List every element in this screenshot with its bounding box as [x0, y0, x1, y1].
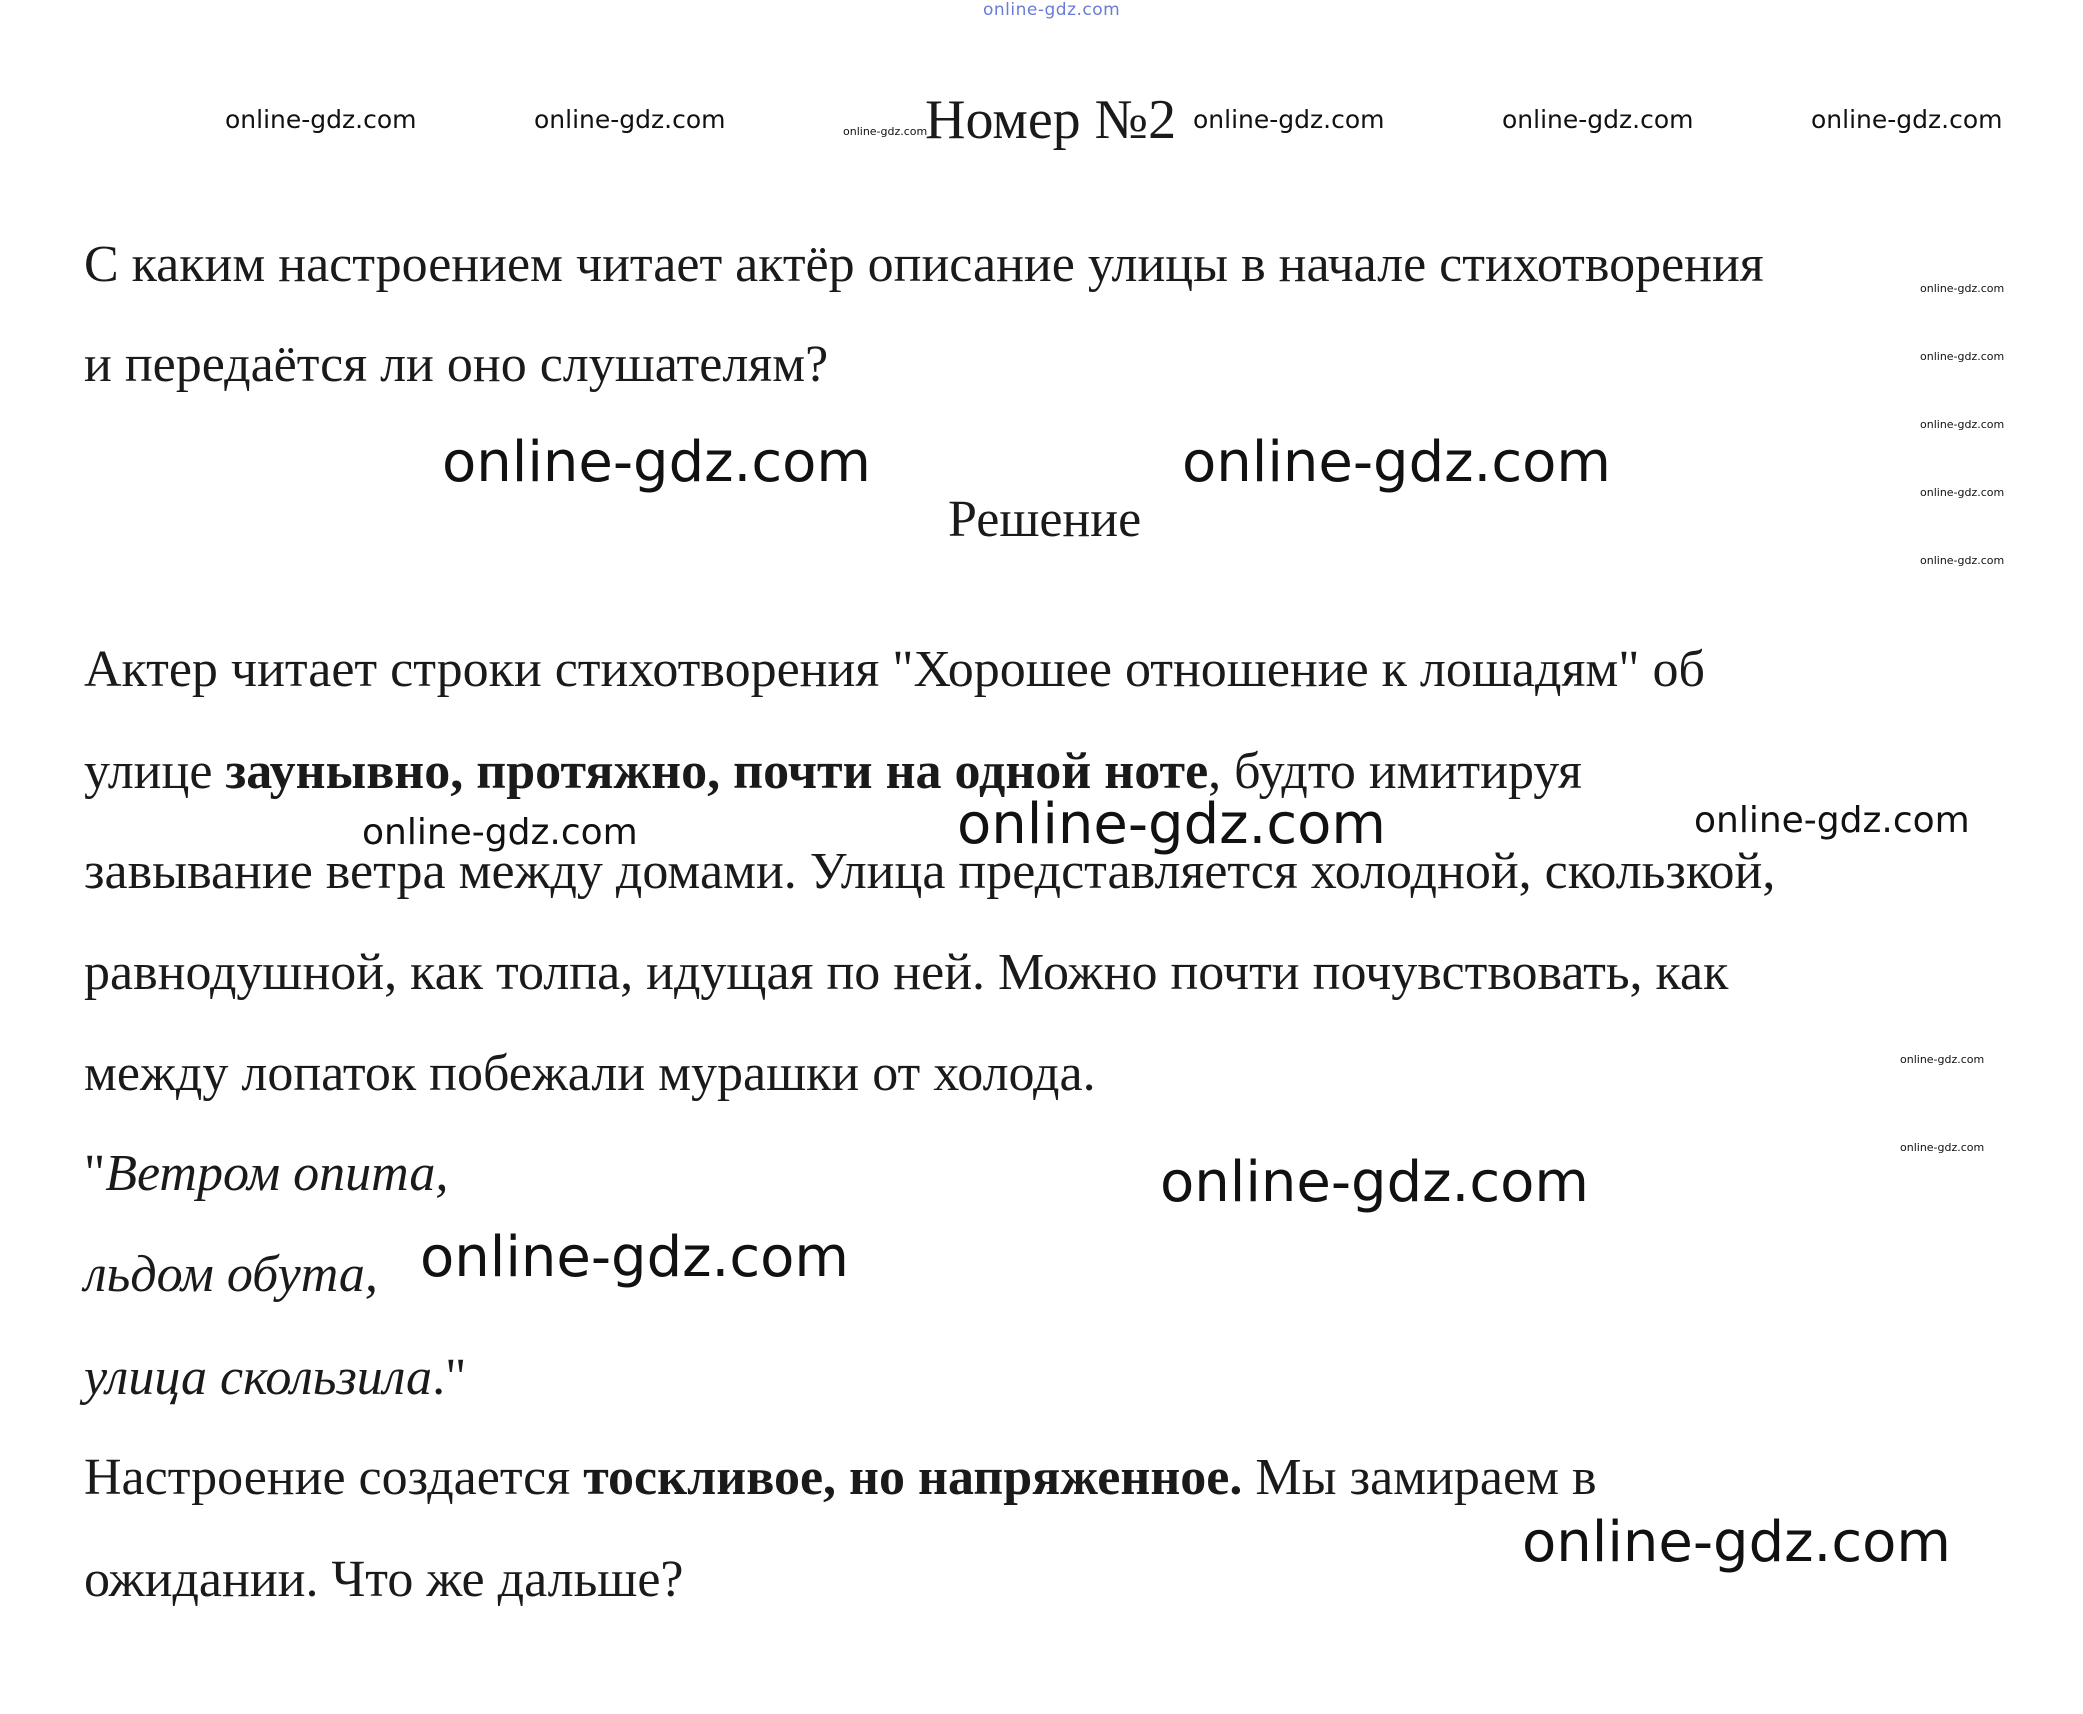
question-line-2: и передаётся ли оно слушателям? — [84, 336, 829, 393]
watermark-mid-1: online-gdz.com — [362, 812, 638, 853]
watermark-side-3: online-gdz.com — [1920, 418, 2005, 431]
watermark-header-3: online-gdz.com — [1193, 105, 1385, 134]
watermark-bottom: online-gdz.com — [1522, 1510, 1951, 1575]
answer-line-2-end: , будто имитируя — [1208, 743, 1582, 800]
answer-line-3: завывание ветра между домами. Улица представляется холодной, скользкой, — [84, 843, 1776, 900]
watermark-side-1: online-gdz.com — [1920, 282, 2005, 295]
watermark-header-small: online-gdz.com — [843, 125, 928, 138]
watermark-header-1: online-gdz.com — [225, 105, 417, 134]
watermark-mid-3: online-gdz.com — [1694, 800, 1970, 841]
answer-p2-end: Мы замираем в — [1242, 1449, 1597, 1506]
answer-p2-start: Настроение создается — [84, 1449, 584, 1506]
answer-line-2-start: улице — [84, 743, 226, 800]
question-line-1: С каким настроением читает актёр описание улицы в начале стихотворения — [84, 236, 1764, 293]
watermark-quote-1: online-gdz.com — [1160, 1150, 1589, 1215]
answer-p2-bold: тоскливое, но напряженное. — [583, 1449, 1243, 1506]
answer-line-1: Актер читает строки стихотворения "Хорошее отношение к лошадям" об — [84, 641, 1705, 698]
quote-open-mark: " — [84, 1145, 106, 1202]
watermark-header-2: online-gdz.com — [534, 105, 726, 134]
answer-line-5: между лопаток побежали мурашки от холода. — [84, 1045, 1096, 1102]
answer-p2-line-2: ожидании. Что же дальше? — [84, 1551, 684, 1608]
answer-p2-line-1 — [84, 1448, 1597, 1508]
quote-line-1 — [84, 1144, 448, 1204]
watermark-side-5: online-gdz.com — [1920, 554, 2005, 567]
watermark-side-2: online-gdz.com — [1920, 350, 2005, 363]
watermark-large-2: online-gdz.com — [1182, 430, 1611, 495]
page-title: Номер №2 — [925, 89, 1177, 151]
watermark-quote-2: online-gdz.com — [420, 1225, 849, 1290]
watermark-header-4: online-gdz.com — [1502, 105, 1694, 134]
watermark-large-1: online-gdz.com — [442, 430, 871, 495]
answer-line-4: равнодушной, как толпа, идущая по ней. Можно почти почувствовать, как — [84, 944, 1729, 1001]
quote-line-2: льдом обута, — [84, 1246, 378, 1303]
quote-text-3: улица скользила — [84, 1349, 433, 1406]
watermark-header-5: online-gdz.com — [1811, 105, 2003, 134]
quote-text-1: Ветром опита, — [105, 1145, 449, 1202]
quote-line-3 — [84, 1348, 466, 1408]
quote-close-mark: ." — [432, 1349, 467, 1406]
watermark-mid-2: online-gdz.com — [957, 792, 1386, 857]
watermark-side-4: online-gdz.com — [1920, 486, 2005, 499]
watermark-side-7: online-gdz.com — [1900, 1141, 1985, 1154]
watermark-side-6: online-gdz.com — [1900, 1053, 1985, 1066]
watermark-top: online-gdz.com — [983, 0, 1121, 20]
solution-heading: Решение — [948, 491, 1142, 548]
answer-line-2-bold: заунывно, протяжно, почти на одной ноте — [225, 743, 1209, 800]
